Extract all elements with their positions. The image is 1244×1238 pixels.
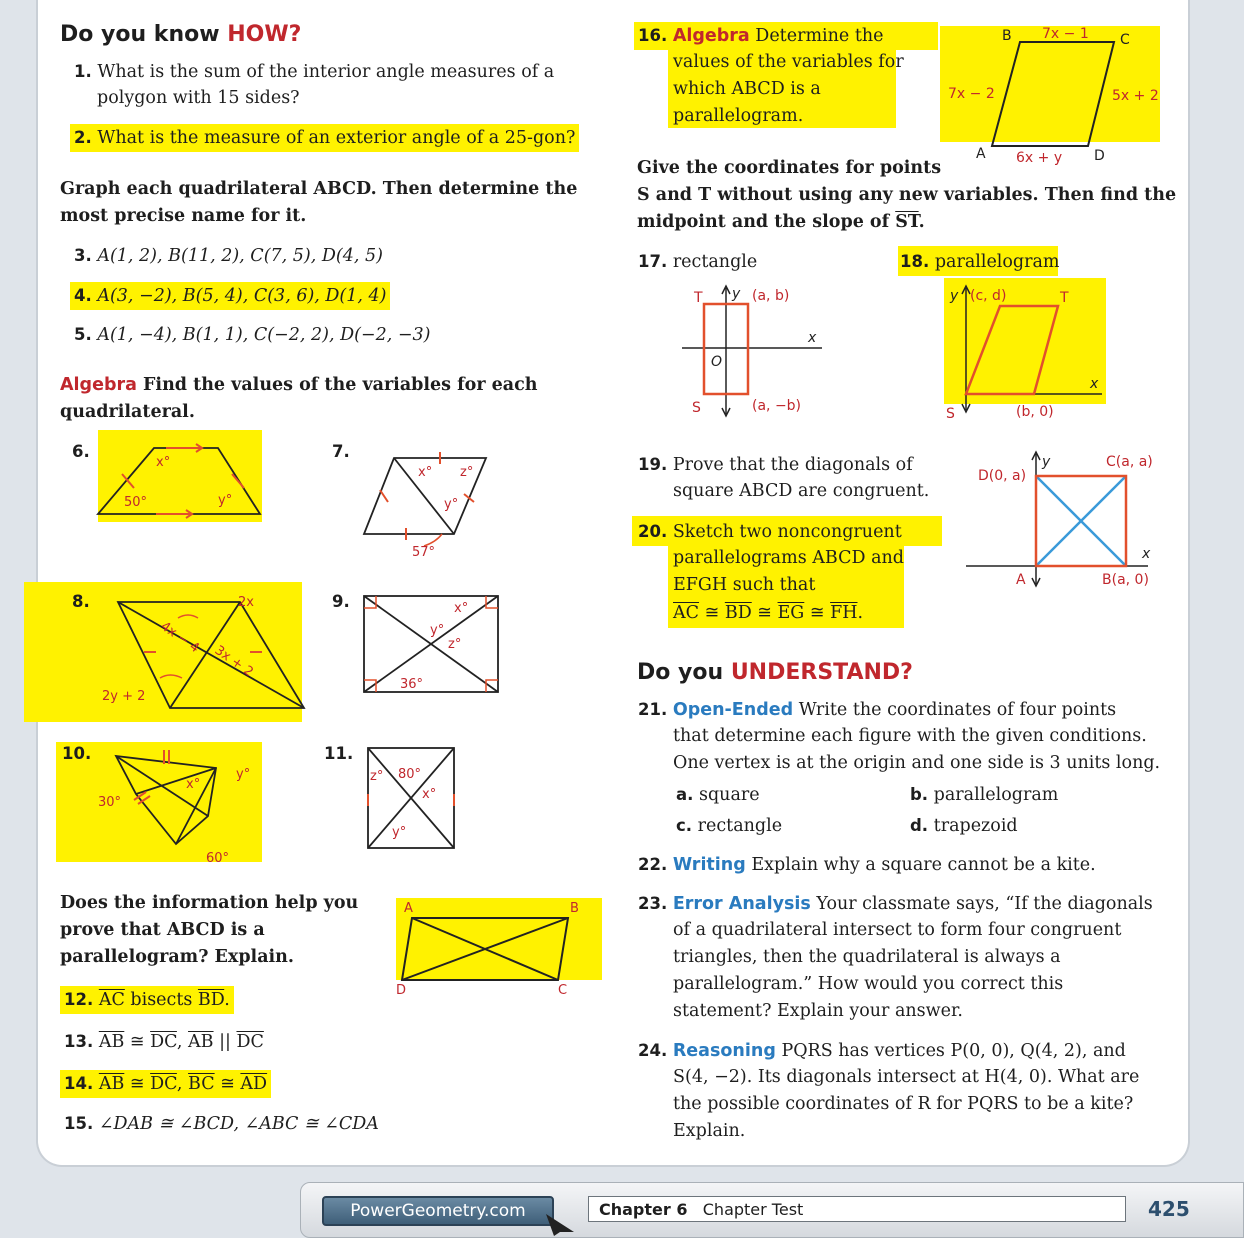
f9-x: x° [454, 601, 469, 616]
label-11: 11. [324, 744, 354, 763]
q21-option-d: d. trapezoid [910, 816, 1018, 836]
coord-instructions-line2: S and T without using any new variables. Then find the [637, 185, 1177, 205]
question-21-line3: One vertex is at the origin and one side is 3 units long. [673, 753, 1161, 773]
figure-18-parallelogram [940, 280, 1110, 422]
question-16-line2: values of the variables for [673, 52, 904, 72]
label-10: 10. [62, 744, 92, 763]
question-23-line5: statement? Explain your answer. [673, 1001, 963, 1021]
question-21: 21. Open-Ended Write the coordinates of four points [638, 700, 1117, 720]
powergeometry-link[interactable]: PowerGeometry.com [322, 1196, 554, 1226]
f6-y: y° [218, 493, 233, 508]
f16-C: C [1120, 32, 1130, 48]
f18-S: S [946, 406, 955, 422]
question-24-line2: S(4, −2). Its diagonals intersect at H(4, 0). What are [673, 1067, 1140, 1087]
f7-z: z° [460, 465, 474, 480]
f16-top: 7x − 1 [1042, 26, 1089, 42]
figure-16-parallelogram [940, 22, 1166, 168]
algebra-instructions-line2: quadrilateral. [60, 402, 195, 422]
f8-2x: 2x [238, 595, 254, 610]
question-20-line4: $\overline{AC}$ ≅ $\overline{BD}$ ≅ $\overline{EG}$ ≅ $\overline{FH}$. [673, 603, 864, 623]
question-2: 2. What is the measure of an exterior angle of a 25-gon? [70, 124, 579, 152]
question-18: 18. parallelogram [900, 252, 1060, 272]
figure-9-rectangle [362, 592, 502, 698]
f17-x: x [808, 330, 817, 346]
f19-A: A [1016, 572, 1026, 588]
abcd-C: C [558, 983, 568, 998]
question-1-line2: polygon with 15 sides? [97, 88, 300, 108]
f17-amb: (a, −b) [752, 398, 802, 414]
question-24-line3: the possible coordinates of R for PQRS to be a kite? [673, 1094, 1134, 1114]
info-instructions-line3: parallelogram? Explain. [60, 947, 295, 967]
question-14: 14. $\overline{AB}$ ≅ $\overline{DC}$, $\overline{BC}$ ≅ $\overline{AD}$ [60, 1070, 271, 1098]
question-23-line3: triangles, then the quadrilateral is always a [673, 947, 1061, 967]
f11-y: y° [392, 825, 407, 840]
figure-abcd-parallelogram [392, 896, 578, 1000]
f17-O: O [711, 354, 723, 370]
f9-y: y° [430, 623, 445, 638]
question-12: 12. $\overline{AC}$ bisects $\overline{BD}$. [60, 986, 234, 1014]
f6-x: x° [156, 455, 171, 470]
f19-B: B(a, 0) [1102, 572, 1149, 588]
question-23-line2: of a quadrilateral intersect to form four congruent [673, 920, 1122, 940]
figure-11-rhombus-square [366, 744, 458, 854]
coord-instructions: Give the coordinates for points [637, 158, 942, 178]
coord-instructions-line3: midpoint and the slope of $\overline{ST}$. [637, 212, 925, 232]
question-24: 24. Reasoning PQRS has vertices P(0, 0), Q(4, 2), and [638, 1041, 1126, 1061]
label-6: 6. [72, 442, 90, 461]
question-13: 13. $\overline{AB}$ ≅ $\overline{DC}$, $\overline{AB}$ || $\overline{DC}$ [64, 1032, 264, 1052]
f10-60: 60° [206, 851, 230, 866]
f18-y: y [950, 288, 959, 304]
f18-cd: (c, d) [970, 288, 1007, 304]
f10-y: y° [236, 767, 251, 782]
f7-y: y° [444, 497, 459, 512]
q21-option-b: b. parallelogram [910, 785, 1059, 805]
info-instructions: Does the information help you [60, 893, 359, 913]
figure-17-rectangle [680, 280, 830, 420]
question-1: 1. What is the sum of the interior angle measures of a [74, 62, 555, 82]
info-instructions-line2: prove that ABCD is a [60, 920, 265, 940]
f19-x: x [1142, 546, 1151, 562]
question-16-line3: which ABCD is a [673, 79, 821, 99]
f16-B: B [1002, 28, 1012, 44]
abcd-B: B [570, 901, 579, 916]
f8-4x-4: 4x − 4 [157, 618, 202, 657]
f17-S: S [692, 400, 701, 416]
question-23-line4: parallelogram.” How would you correct this [673, 974, 1064, 994]
f19-C: C(a, a) [1106, 454, 1153, 470]
q21-option-a: a. square [676, 785, 760, 805]
question-3: 3. A(1, 2), B(11, 2), C(7, 5), D(4, 5) [74, 246, 383, 266]
question-19: 19. Prove that the diagonals of [638, 455, 913, 475]
f19-D: D(0, a) [978, 468, 1027, 484]
f16-right: 5x + 2 [1112, 88, 1159, 104]
understand-heading: Do you UNDERSTAND? [637, 660, 913, 685]
algebra-instructions: Algebra Find the values of the variables for each [60, 375, 538, 395]
know-how-heading: Do you know HOW? [60, 22, 302, 47]
question-15: 15. ∠DAB ≅ ∠BCD, ∠ABC ≅ ∠CDA [64, 1114, 379, 1134]
page-number: 425 [1148, 1197, 1190, 1221]
f16-A: A [976, 146, 986, 162]
question-16: 16. Algebra Determine the [638, 26, 884, 46]
f11-x: x° [422, 787, 437, 802]
f8-2y+2: 2y + 2 [102, 689, 146, 704]
figure-19-square [964, 448, 1154, 588]
figure-8-parallelogram [100, 592, 310, 716]
f16-D: D [1094, 148, 1105, 164]
figure-7-rhombus [362, 450, 492, 562]
f9-angle: 36° [400, 677, 424, 692]
f18-T: T [1060, 290, 1069, 306]
f19-y: y [1042, 454, 1051, 470]
f11-80: 80° [398, 767, 422, 782]
f11-z: z° [370, 769, 384, 784]
figure-10-kite [96, 746, 266, 868]
question-16-line4: parallelogram. [673, 106, 804, 126]
question-23: 23. Error Analysis Your classmate says, “If the diagonals [638, 894, 1153, 914]
graph-instructions-line2: most precise name for it. [60, 206, 307, 226]
chapter-box: Chapter 6 Chapter Test [588, 1196, 1126, 1222]
f10-30: 30° [98, 795, 122, 810]
f9-z: z° [448, 637, 462, 652]
abcd-D: D [396, 983, 407, 998]
question-24-line4: Explain. [673, 1121, 746, 1141]
question-19-line2: square ABCD are congruent. [673, 481, 930, 501]
cursor-arrow-icon [540, 1212, 580, 1236]
question-20: 20. Sketch two noncongruent [638, 522, 902, 542]
f6-angle: 50° [124, 495, 148, 510]
figure-6-trapezoid [96, 440, 266, 520]
graph-instructions: Graph each quadrilateral ABCD. Then determine the [60, 179, 578, 199]
f10-x: x° [186, 777, 201, 792]
f8-3x+2: 3x + 2 [211, 642, 256, 681]
q21-option-c: c. rectangle [676, 816, 783, 836]
f17-ab: (a, b) [752, 288, 790, 304]
f7-angle: 57° [412, 545, 436, 560]
f16-left: 7x − 2 [948, 86, 995, 102]
question-21-line2: that determine each figure with the given conditions. [673, 726, 1147, 746]
label-8: 8. [72, 592, 90, 611]
f18-b0: (b, 0) [1016, 404, 1054, 420]
f7-x: x° [418, 465, 433, 480]
question-22: 22. Writing Explain why a square cannot be a kite. [638, 855, 1096, 875]
question-20-line2: parallelograms ABCD and [673, 548, 904, 568]
question-17: 17. rectangle [638, 252, 758, 272]
f18-x: x [1090, 376, 1099, 392]
f17-y: y [732, 286, 741, 302]
question-4: 4. A(3, −2), B(5, 4), C(3, 6), D(1, 4) [70, 282, 390, 310]
f17-T: T [694, 290, 703, 306]
label-7: 7. [332, 442, 350, 461]
label-9: 9. [332, 592, 350, 611]
f16-bottom: 6x + y [1016, 150, 1063, 166]
question-5: 5. A(1, −4), B(1, 1), C(−2, 2), D(−2, −3) [74, 325, 431, 345]
abcd-A: A [404, 901, 413, 916]
question-20-line3: EFGH such that [673, 575, 816, 595]
